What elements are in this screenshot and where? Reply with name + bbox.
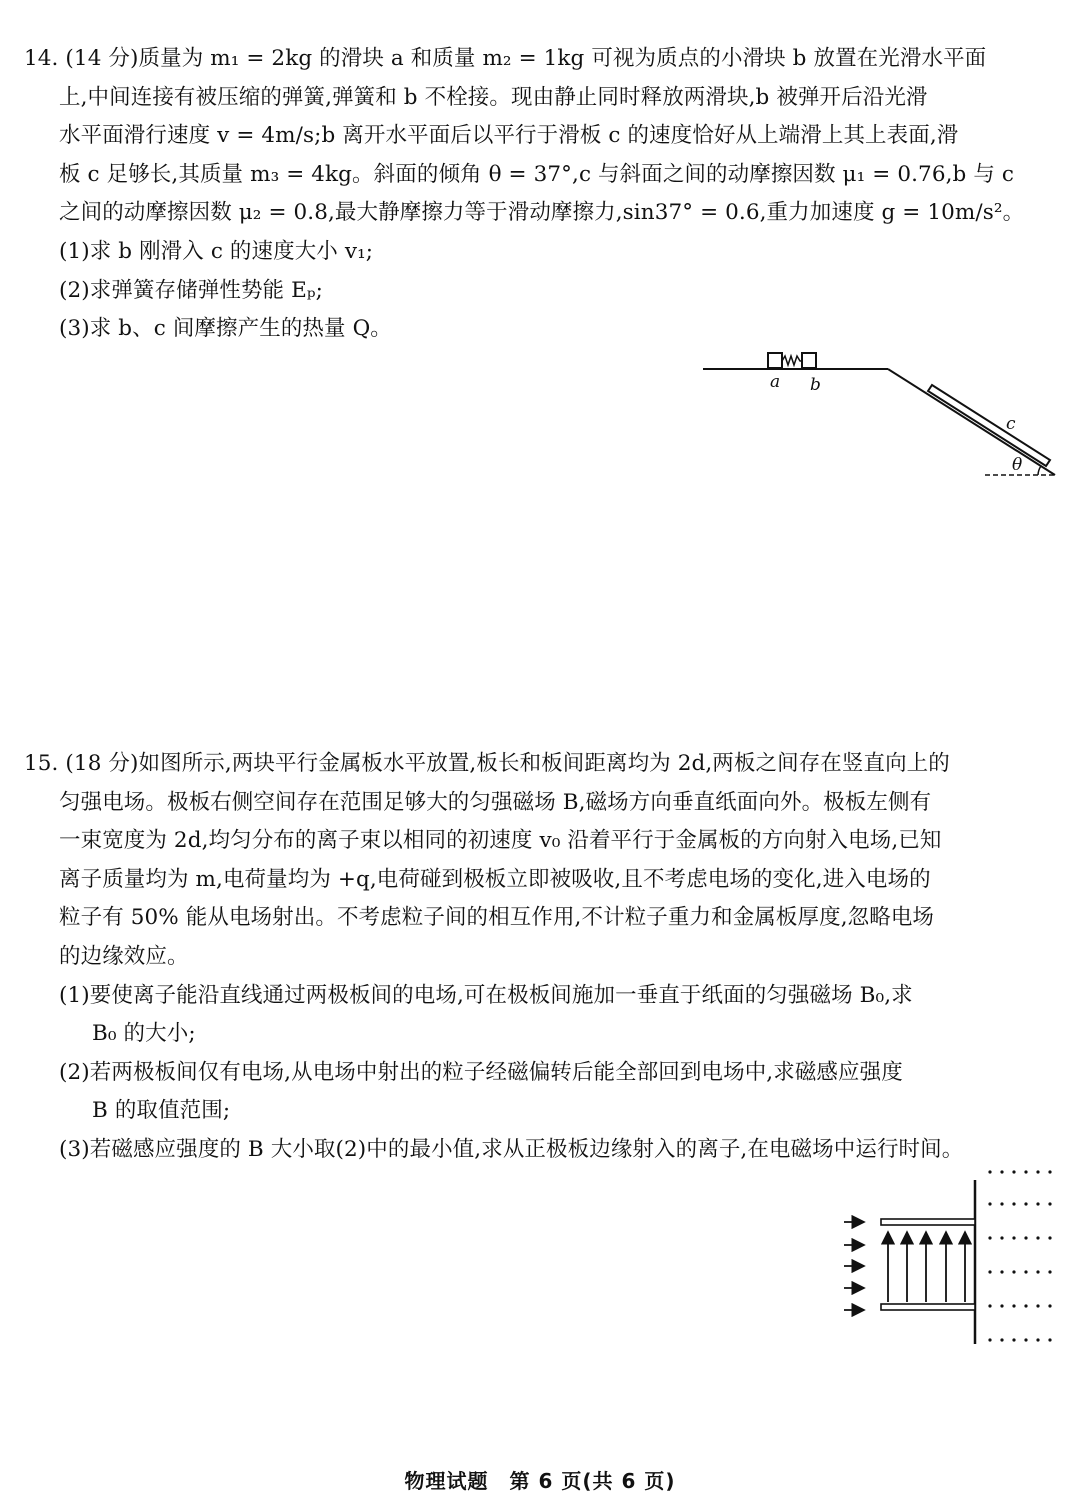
magnetic-field-dot <box>1000 1338 1003 1341</box>
label-theta: θ <box>1012 455 1023 475</box>
magnetic-field-dot <box>1048 1236 1051 1239</box>
q14-line-5: 之间的动摩擦因数 μ₂ = 0.8,最大静摩擦力等于滑动摩擦力,sin37° = 0.6,重力加速度 g = 10m/s²。 <box>59 200 1025 226</box>
bottom-plate <box>881 1304 975 1310</box>
magnetic-field-dot <box>1024 1270 1027 1273</box>
magnetic-field-dot <box>1048 1304 1051 1307</box>
magnetic-field-dot <box>1048 1170 1051 1173</box>
board-c <box>928 385 1050 466</box>
top-plate <box>881 1219 975 1225</box>
magnetic-field-dot <box>988 1202 991 1205</box>
q15-sub-1-cont: B₀ 的大小; <box>92 1021 196 1047</box>
q15-sub-3: (3)若磁感应强度的 B 大小取(2)中的最小值,求从正极板边缘射入的离子,在电磁场中运行时间。 <box>59 1136 964 1162</box>
page-footer: 物理试题 第 6 页(共 6 页) <box>404 1469 676 1493</box>
q15-figure <box>838 1158 1068 1358</box>
angle-arc <box>1038 466 1041 475</box>
block-a <box>768 353 782 368</box>
q15-line-4: 离子质量均为 m,电荷量均为 +q,电荷碰到极板立即被吸收,且不考虑电场的变化,进入电场的 <box>59 866 931 892</box>
magnetic-field-dot <box>1024 1236 1027 1239</box>
label-a: a <box>770 372 781 392</box>
magnetic-field-dot <box>988 1304 991 1307</box>
magnetic-field-dot <box>1012 1202 1015 1205</box>
magnetic-field-dot <box>1000 1270 1003 1273</box>
magnetic-field-dot <box>1036 1236 1039 1239</box>
q15-line-6: 的边缘效应。 <box>59 943 189 969</box>
magnetic-field-dot <box>988 1270 991 1273</box>
magnetic-field-dot <box>1048 1270 1051 1273</box>
magnetic-field-dot <box>1012 1338 1015 1341</box>
magnetic-field-dot <box>1012 1170 1015 1173</box>
q15-line-2: 匀强电场。极板右侧空间存在范围足够大的匀强磁场 B,磁场方向垂直纸面向外。极板左侧有 <box>59 789 932 815</box>
q15-line-1: 15. (18 分)如图所示,两块平行金属板水平放置,板长和板间距离均为 2d,两板之间存在竖直向上的 <box>24 751 950 776</box>
magnetic-field-dot <box>1012 1304 1015 1307</box>
magnetic-field-dot <box>1036 1338 1039 1341</box>
label-b: b <box>810 375 821 395</box>
magnetic-field-dot <box>1048 1338 1051 1341</box>
electric-field-arrows <box>888 1232 965 1302</box>
q15-sub-2: (2)若两极板间仅有电场,从电场中射出的粒子经磁偏转后能全部回到电场中,求磁感应强度 <box>59 1059 903 1085</box>
magnetic-field-dots <box>988 1170 1051 1341</box>
magnetic-field-dot <box>1000 1236 1003 1239</box>
magnetic-field-dot <box>1036 1170 1039 1173</box>
q14-sub-1: (1)求 b 刚滑入 c 的速度大小 v₁; <box>59 238 374 264</box>
block-b <box>802 353 816 368</box>
magnetic-field-dot <box>1024 1170 1027 1173</box>
q14-sub-3: (3)求 b、c 间摩擦产生的热量 Q。 <box>59 316 392 342</box>
magnetic-field-dot <box>1024 1338 1027 1341</box>
q14-line-1: 14. (14 分)质量为 m₁ = 2kg 的滑块 a 和质量 m₂ = 1kg 可视为质点的小滑块 b 放置在光滑水平面 <box>24 46 987 71</box>
spring <box>782 356 802 365</box>
ion-beam-arrows <box>844 1222 864 1310</box>
incline-surface <box>888 369 1055 475</box>
magnetic-field-dot <box>988 1338 991 1341</box>
q15-sub-2-cont: B 的取值范围; <box>92 1098 231 1124</box>
magnetic-field-dot <box>1000 1170 1003 1173</box>
q14-line-2: 上,中间连接有被压缩的弹簧,弹簧和 b 不栓接。现由静止同时释放两滑块,b 被弹开后沿光滑 <box>59 84 928 110</box>
magnetic-field-dot <box>1000 1304 1003 1307</box>
magnetic-field-dot <box>988 1170 991 1173</box>
magnetic-field-dot <box>1036 1202 1039 1205</box>
q15-sub-1: (1)要使离子能沿直线通过两极板间的电场,可在极板间施加一垂直于纸面的匀强磁场 B₀,求 <box>59 982 913 1008</box>
magnetic-field-dot <box>1024 1202 1027 1205</box>
magnetic-field-dot <box>1036 1270 1039 1273</box>
q14-line-3: 水平面滑行速度 v = 4m/s;b 离开水平面后以平行于滑板 c 的速度恰好从上端滑上其上表面,滑 <box>59 123 959 149</box>
magnetic-field-dot <box>1024 1304 1027 1307</box>
q14-line-4: 板 c 足够长,其质量 m₃ = 4kg。斜面的倾角 θ = 37°,c 与斜面之间的动摩擦因数 μ₁ = 0.76,b 与 c <box>59 161 1015 187</box>
magnetic-field-dot <box>1000 1202 1003 1205</box>
q14-figure <box>700 345 1065 485</box>
magnetic-field-dot <box>988 1236 991 1239</box>
q14-sub-2: (2)求弹簧存储弹性势能 Eₚ; <box>59 277 323 303</box>
label-c: c <box>1006 414 1016 434</box>
magnetic-field-dot <box>1036 1304 1039 1307</box>
q15-line-3: 一束宽度为 2d,均匀分布的离子束以相同的初速度 v₀ 沿着平行于金属板的方向射入电场,已知 <box>59 828 942 854</box>
magnetic-field-dot <box>1012 1270 1015 1273</box>
question-15 <box>24 745 1059 1170</box>
magnetic-field-dot <box>1048 1202 1051 1205</box>
q15-line-5: 粒子有 50% 能从电场射出。不考虑粒子间的相互作用,不计粒子重力和金属板厚度,忽略电场 <box>59 905 935 931</box>
magnetic-field-dot <box>1012 1236 1015 1239</box>
question-14 <box>24 40 1059 349</box>
